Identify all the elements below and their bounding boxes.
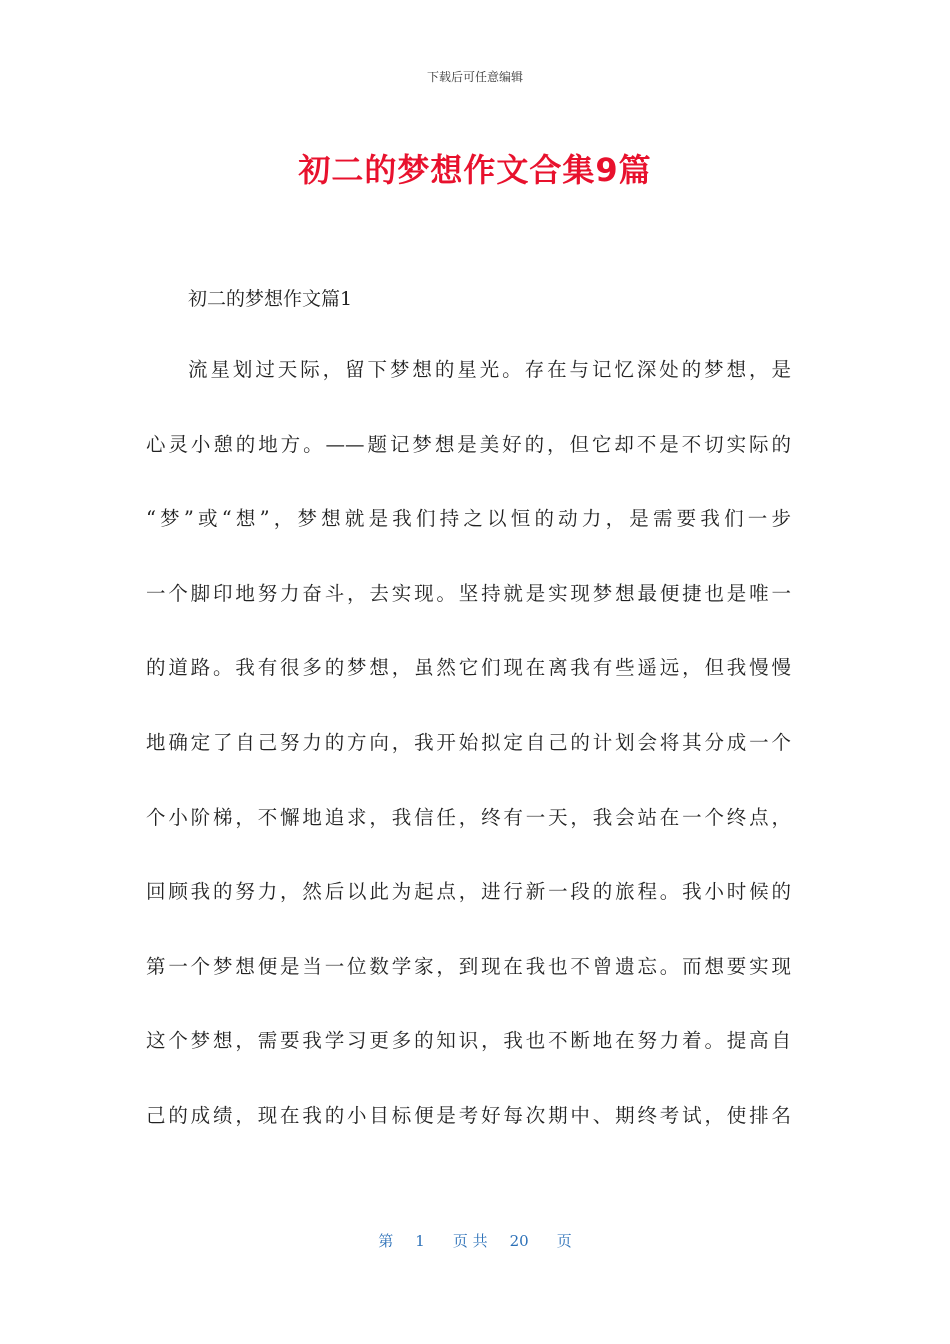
document-title: 初二的梦想作文合集9篇 xyxy=(298,151,652,189)
body-line: “梦”或“想”，梦想就是我们持之以恒的动力，是需要我们一步 xyxy=(146,507,791,531)
body-line: 地确定了自己努力的方向，我开始拟定自己的计划会将其分成一个 xyxy=(146,730,791,754)
body-line: 第一个梦想便是当一位数学家，到现在我也不曾遗忘。而想要实现 xyxy=(146,954,791,978)
footer-middle: 页 共 xyxy=(452,1232,488,1250)
body-line: 回顾我的努力，然后以此为起点，进行新一段的旅程。我小时候的 xyxy=(146,880,791,904)
footer-suffix: 页 xyxy=(556,1232,572,1250)
body-line: 一个脚印地努力奋斗，去实现。坚持就是实现梦想最便捷也是唯一 xyxy=(146,581,791,605)
footer-total-pages: 20 xyxy=(509,1232,529,1250)
body-line: 的道路。我有很多的梦想，虽然它们现在离我有些遥远，但我慢慢 xyxy=(146,656,791,680)
footer-prefix: 第 xyxy=(378,1232,394,1250)
body-text xyxy=(146,355,791,1176)
body-line: 这个梦想，需要我学习更多的知识，我也不断地在努力着。提高自 xyxy=(146,1029,791,1053)
section-title: 初二的梦想作文篇1 xyxy=(188,288,353,310)
body-line: 流星划过天际，留下梦想的星光。存在与记忆深处的梦想，是 xyxy=(188,358,791,381)
header-note: 下载后可任意编辑 xyxy=(426,70,523,84)
body-line: 个小阶梯，不懈地追求，我信任，终有一天，我会站在一个终点， xyxy=(146,805,791,829)
footer-page-number: 1 xyxy=(415,1232,425,1250)
body-line: 心灵小憩的地方。——题记梦想是美好的，但它却不是不切实际的 xyxy=(146,432,791,456)
body-line: 己的成绩，现在我的小目标便是考好每次期中、期终考试，使排名 xyxy=(146,1103,791,1127)
page-footer xyxy=(0,1230,950,1251)
